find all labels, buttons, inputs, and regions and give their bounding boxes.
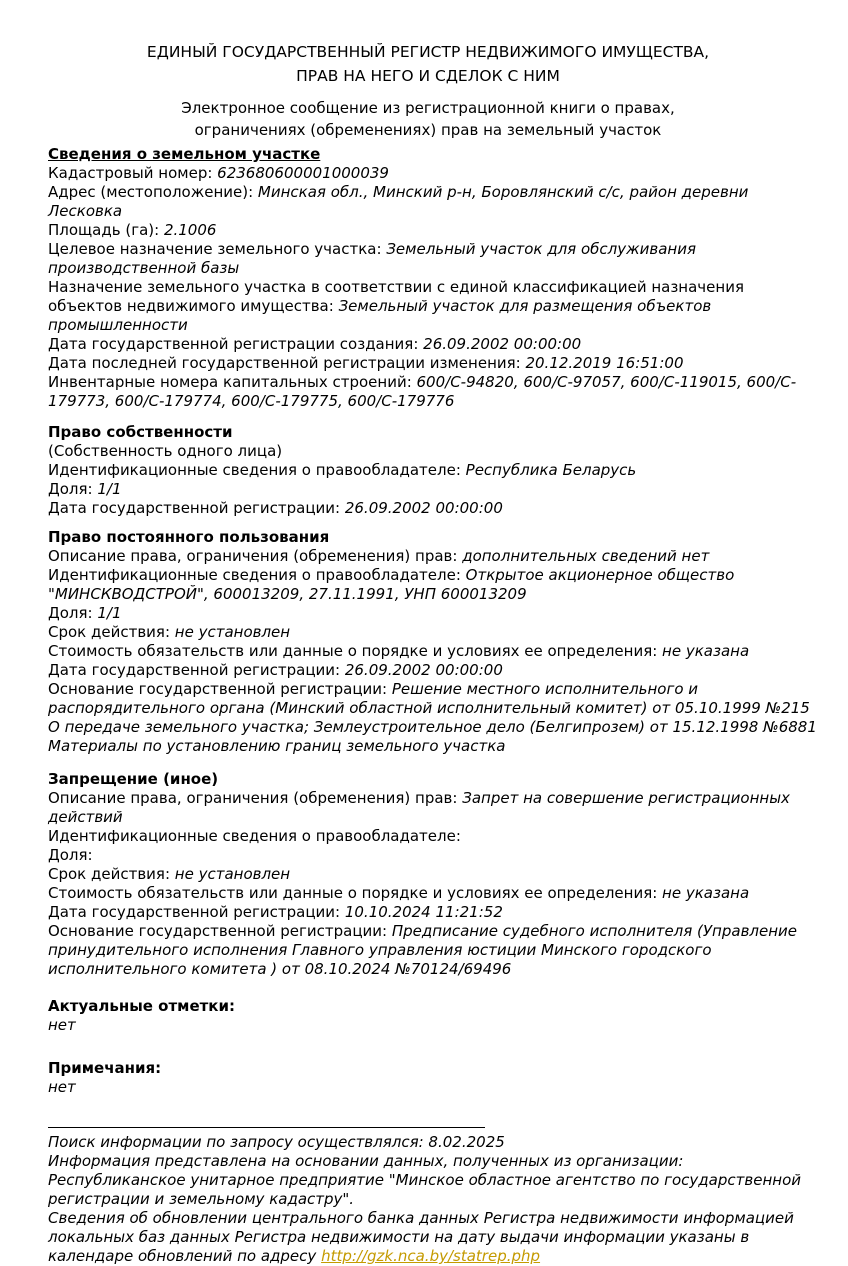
field-value: 1/1 (97, 480, 122, 498)
field-rightholder-info (48, 827, 818, 846)
field-value: дополнительных сведений нет (462, 547, 710, 565)
field-label: Целевое назначение земельного участка: (48, 240, 387, 258)
statrep-link[interactable]: http://gzk.nca.by/statrep.php (321, 1247, 541, 1265)
field-label: Инвентарные номера капитальных строений: (48, 373, 417, 391)
field-label: Идентификационные сведения о правообладателе: (48, 461, 466, 479)
field-label: Стоимость обязательств или данные о порядке и условиях ее определения: (48, 642, 663, 660)
section-prohibition (48, 770, 818, 979)
title-line-1: ЕДИНЫЙ ГОСУДАРСТВЕННЫЙ РЕГИСТР НЕДВИЖИМОГО ИМУЩЕСТВА, (146, 43, 710, 61)
field-value: Предписание судебного исполнителя (Управление принудительного исполнения Главного управления юстиции Минского городского исполнительного комитета ) от 08.10.2024 №70124/69496 (48, 922, 798, 978)
field-value: не указана (662, 884, 750, 902)
field-label: Дата государственной регистрации: (48, 903, 345, 921)
field-label: Идентификационные сведения о правообладателе: (48, 827, 461, 845)
field-label: Доля: (48, 604, 98, 622)
field-label: Адрес (местоположение): (48, 183, 258, 201)
section-heading-ownership: Право собственности (48, 423, 233, 441)
field-value: Решение местного исполнительного и распорядительного органа (Минский областной исполнительный комитет) от 05.10.1999 №215 О передаче земельного участка; Землеустроительное дело (Белгипрозем) от 15.12.1998 №6881 Материалы по установлению границ земельного участка (48, 680, 817, 755)
field-designated-purpose (48, 240, 818, 278)
field-value: 623680600001000039 (217, 164, 389, 182)
field-share (48, 604, 818, 623)
field-label: Дата государственной регистрации: (48, 661, 345, 679)
footer-update-text: Сведения об обновлении центрального банка данных Регистра недвижимости информацией локальных баз данных Регистра недвижимости на дату выдачи информации указаны в календаре обновлений по адресу (48, 1209, 794, 1265)
field-right-description (48, 547, 818, 566)
field-share (48, 846, 818, 865)
field-registration-date (48, 661, 818, 680)
field-current-marks (48, 1016, 818, 1035)
field-address (48, 183, 818, 221)
document-header (48, 40, 818, 141)
field-value: 2.1006 (163, 221, 217, 239)
field-value: нет (48, 1078, 76, 1096)
field-value: Запрет на совершение регистрационных действий (48, 789, 790, 826)
field-value: Открытое акционерное общество "МИНСКВОДСТРОЙ", 600013209, 27.11.1991, УНП 600013209 (48, 566, 735, 603)
field-rightholder-info (48, 566, 818, 604)
field-creation-registration-date (48, 335, 818, 354)
title-line-2: ПРАВ НА НЕГО И СДЕЛОК С НИМ (296, 67, 560, 85)
field-buildings-inventory-numbers (48, 373, 818, 411)
section-heading-current-marks: Актуальные отметки: (48, 997, 235, 1015)
subtitle-line-1: Электронное сообщение из регистрационной книги о правах, (181, 99, 675, 117)
field-label: Основание государственной регистрации: (48, 922, 392, 940)
section-land-plot-info (48, 145, 818, 411)
section-ownership-right (48, 423, 818, 518)
field-registration-basis (48, 922, 818, 979)
field-label: Стоимость обязательств или данные о порядке и условиях ее определения: (48, 884, 663, 902)
field-value: 600/C-94820, 600/C-97057, 600/C-119015, 600/C-179773, 600/C-179774, 600/C-179775, 600/C-179776 (48, 373, 797, 410)
field-label: Дата последней государственной регистрации изменения: (48, 354, 526, 372)
field-cadastral-number (48, 164, 818, 183)
field-label: Описание права, ограничения (обременения) прав: (48, 789, 463, 807)
section-heading-prohibition: Запрещение (иное) (48, 770, 219, 788)
field-registration-date (48, 903, 818, 922)
field-value: Минская обл., Минский р-н, Боровлянский с/с, район деревни Лесковка (48, 183, 749, 220)
field-label: Доля: (48, 846, 93, 864)
section-current-marks (48, 997, 818, 1035)
field-label: Площадь (га): (48, 221, 164, 239)
field-right-description (48, 789, 818, 827)
field-validity-period (48, 865, 818, 884)
section-heading-land-plot: Сведения о земельном участке (48, 145, 321, 163)
document-subtitle (48, 97, 818, 141)
field-value: нет (48, 1016, 76, 1034)
field-classification-purpose (48, 278, 818, 335)
document-title (48, 40, 818, 88)
field-value: 1/1 (97, 604, 122, 622)
footer-update-info (48, 1209, 818, 1266)
field-label: Идентификационные сведения о правообладателе: (48, 566, 466, 584)
section-notes (48, 1059, 818, 1097)
field-obligations-value (48, 642, 818, 661)
field-value: 26.09.2002 00:00:00 (344, 661, 503, 679)
field-ownership-type (48, 442, 818, 461)
field-label: Дата государственной регистрации создания: (48, 335, 424, 353)
field-value: 26.09.2002 00:00:00 (344, 499, 503, 517)
subtitle-line-2: ограничениях (обременениях) прав на земельный участок (194, 121, 662, 139)
field-notes (48, 1078, 818, 1097)
field-area (48, 221, 818, 240)
field-value: не установлен (174, 623, 291, 641)
footer-divider (48, 1127, 485, 1128)
field-value: Республика Беларусь (465, 461, 637, 479)
footer-search-date: Поиск информации по запросу осуществлялся: 8.02.2025 (48, 1133, 505, 1151)
field-validity-period (48, 623, 818, 642)
field-rightholder-info (48, 461, 818, 480)
section-heading-notes: Примечания: (48, 1059, 162, 1077)
field-label: Назначение земельного участка в соответствии с единой классификацией назначения объектов недвижимого имущества: (48, 278, 744, 315)
field-label: Описание права, ограничения (обременения) прав: (48, 547, 463, 565)
section-heading-permanent-use: Право постоянного пользования (48, 528, 330, 546)
field-label: (Собственность одного лица) (48, 442, 283, 460)
field-value: Земельный участок для обслуживания производственной базы (48, 240, 696, 277)
field-value: не указана (662, 642, 750, 660)
document-footer (48, 1127, 818, 1266)
field-registration-basis (48, 680, 818, 756)
field-value: не установлен (174, 865, 291, 883)
field-value: 20.12.2019 16:51:00 (525, 354, 684, 372)
field-label: Основание государственной регистрации: (48, 680, 392, 698)
field-value: 26.09.2002 00:00:00 (423, 335, 582, 353)
section-permanent-use-right (48, 528, 818, 756)
field-label: Кадастровый номер: (48, 164, 218, 182)
field-label: Дата государственной регистрации: (48, 499, 345, 517)
field-registration-date (48, 499, 818, 518)
field-value: 10.10.2024 11:21:52 (344, 903, 503, 921)
field-share (48, 480, 818, 499)
field-obligations-value (48, 884, 818, 903)
footer-data-source: Информация представлена на основании данных, полученных из организации: Республиканское унитарное предприятие "Минское областное агентство по государственной регистрации и земельному кадастру". (48, 1152, 801, 1208)
field-label: Доля: (48, 480, 98, 498)
field-last-change-registration-date (48, 354, 818, 373)
field-value: Земельный участок для размещения объектов промышленности (48, 297, 712, 334)
field-label: Срок действия: (48, 623, 175, 641)
field-label: Срок действия: (48, 865, 175, 883)
